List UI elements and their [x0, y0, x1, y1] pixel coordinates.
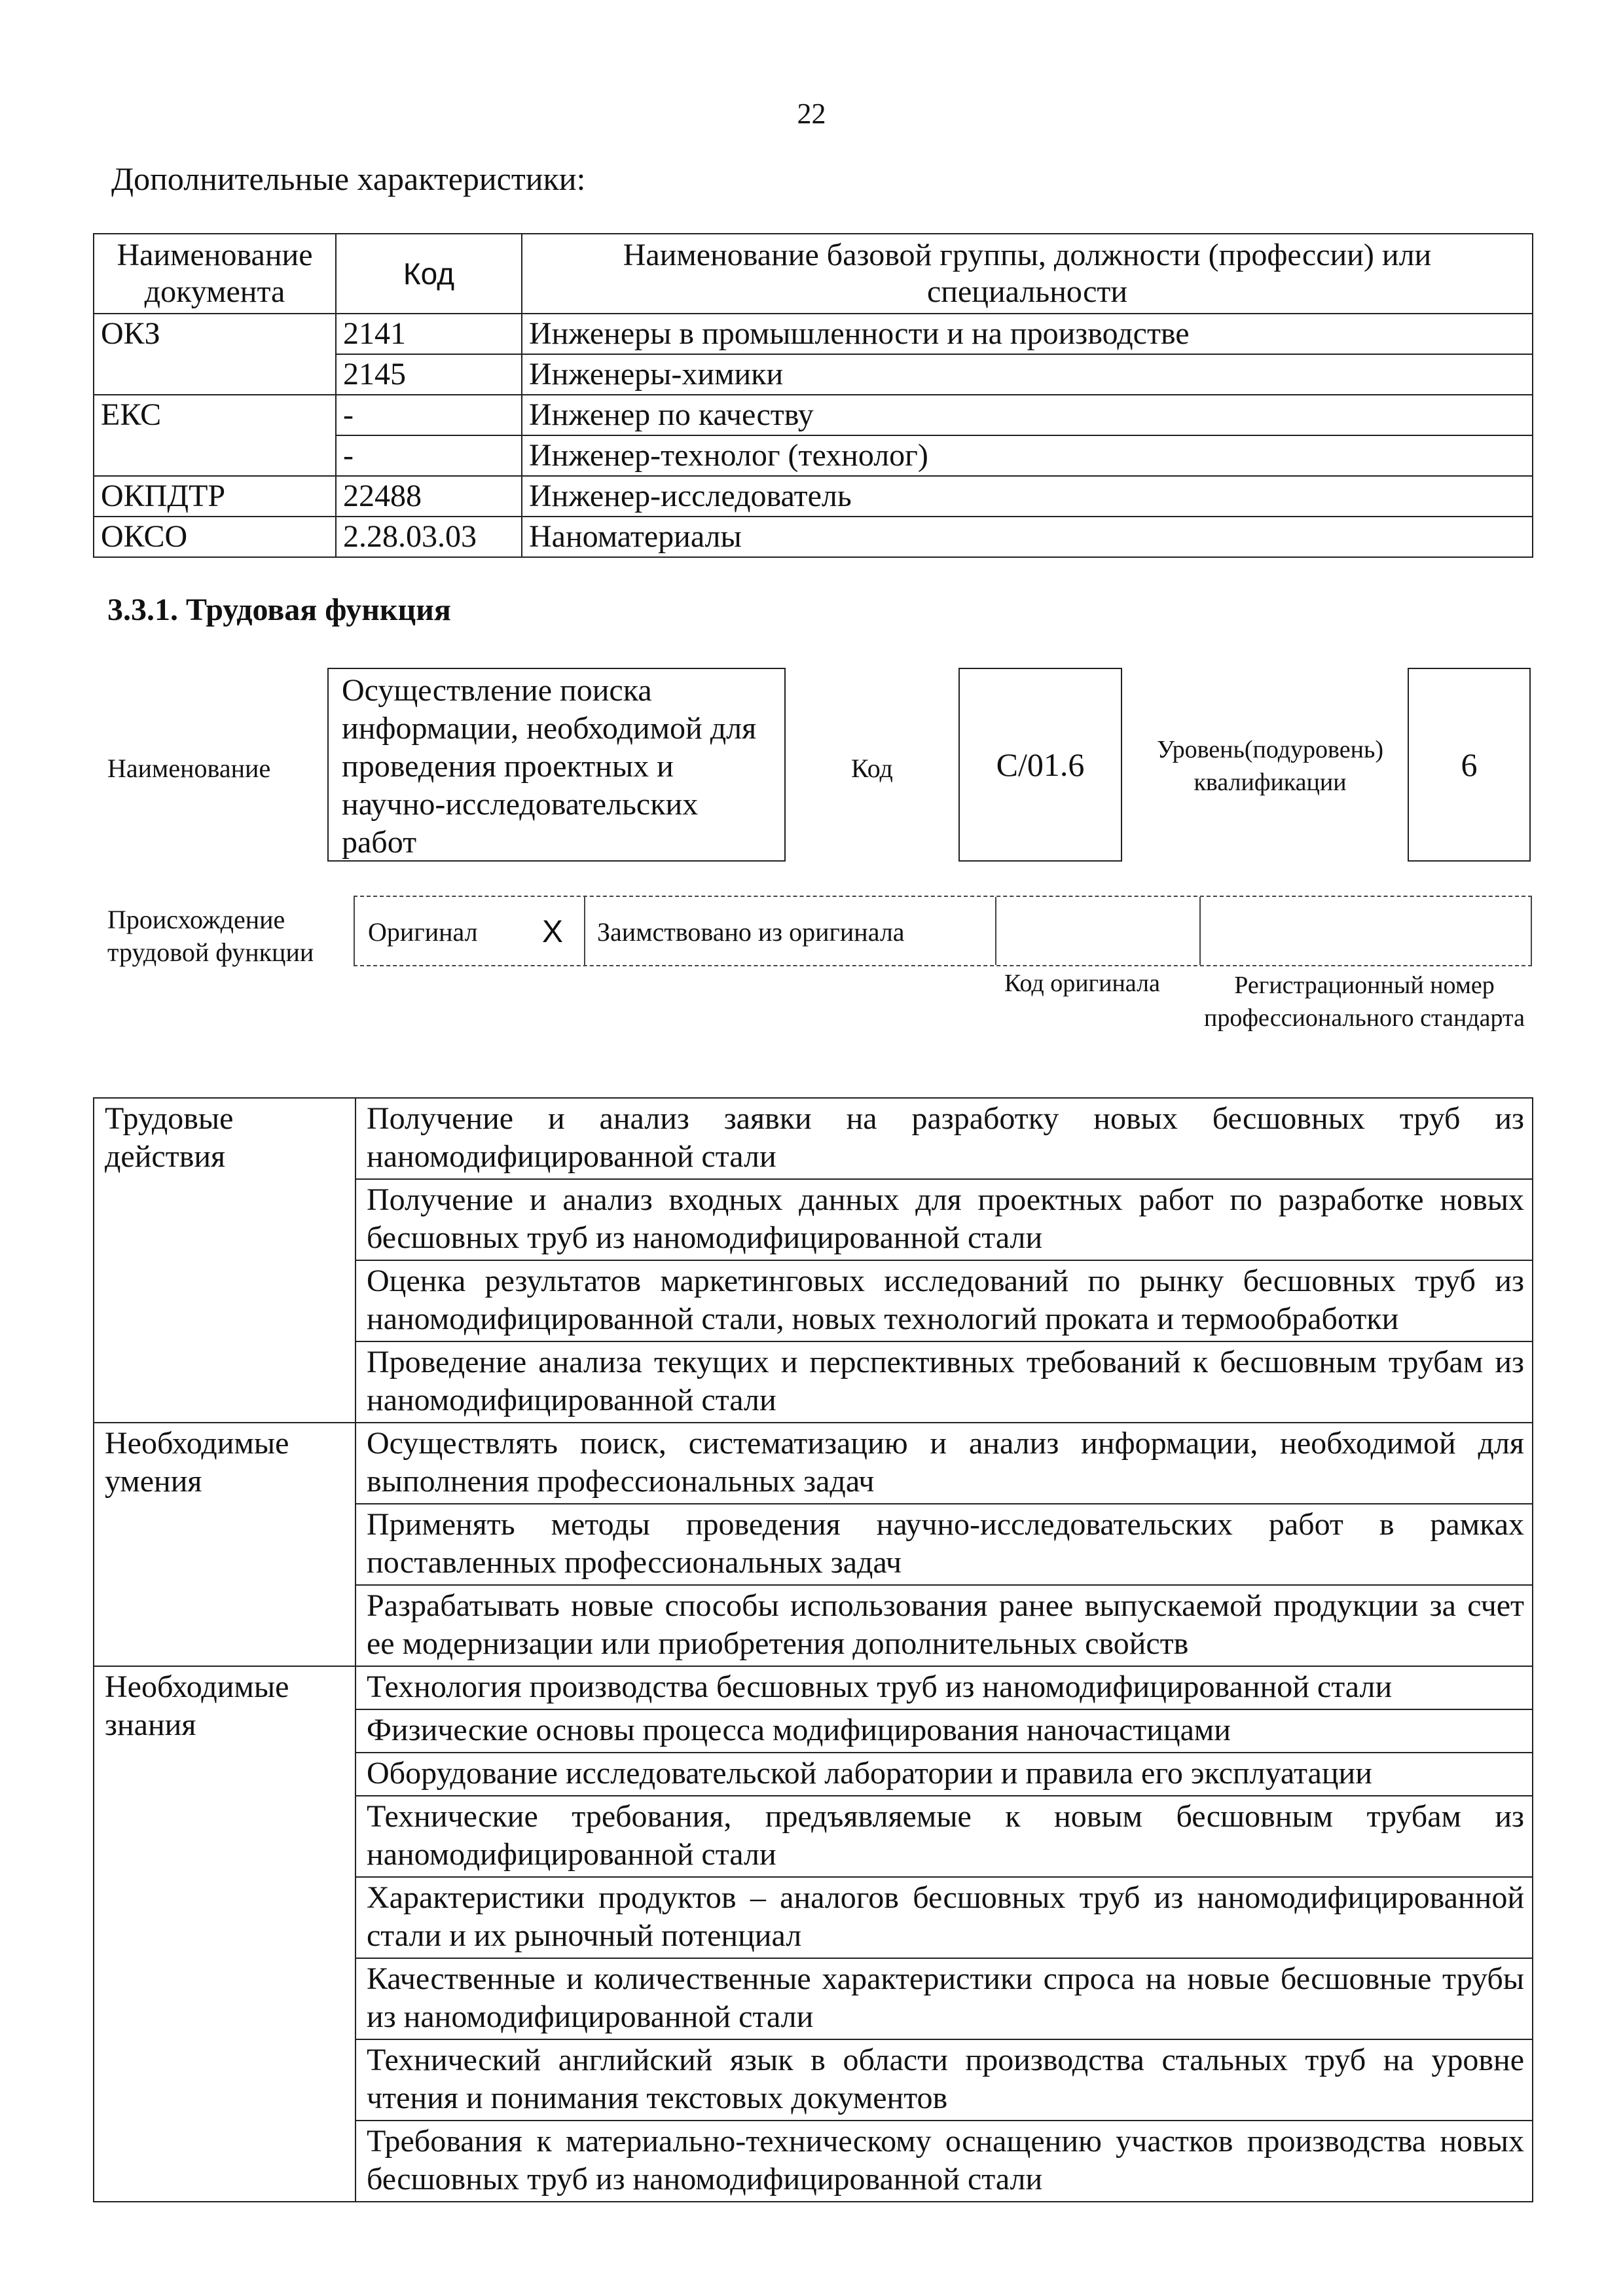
- detail-item: Характеристики продуктов – аналогов бесшовных труб из наномодифицированной стали и их рыночный потенциал: [356, 1877, 1533, 1958]
- table-row: [94, 517, 1533, 557]
- additional-characteristics-table: [93, 233, 1533, 558]
- category-cell: Необходимые умения: [94, 1423, 356, 1666]
- origin-borrowed: Заимствовано из оригинала: [597, 917, 905, 947]
- function-code-box: C/01.6: [958, 668, 1122, 862]
- detail-item: Получение и анализ заявки на разработку новых бесшовных труб из наномодифицированной стали: [356, 1098, 1533, 1179]
- reg-number-caption: Регистрационный номер профессионального стандарта: [1204, 972, 1525, 1032]
- detail-item: Получение и анализ входных данных для проектных работ по разработке новых бесшовных труб из наномодифицированной стали: [356, 1179, 1533, 1260]
- detail-item: Применять методы проведения научно-исследовательских работ в рамках поставленных профессиональных задач: [356, 1504, 1533, 1585]
- category-cell: Трудовые действия: [94, 1098, 356, 1423]
- name-cell: Инженер-технолог (технолог): [522, 435, 1533, 476]
- detail-item: Технический английский язык в области производства стальных труб на уровне чтения и понимания текстовых документов: [356, 2039, 1533, 2121]
- qualification-level-box: 6: [1408, 668, 1531, 862]
- divider: [354, 897, 355, 965]
- code-cell: 2141: [336, 314, 522, 354]
- detail-item: Оборудование исследовательской лаборатории и правила его эксплуатации: [356, 1753, 1533, 1796]
- detail-item: Осуществлять поиск, систематизацию и анализ информации, необходимой для выполнения профессиональных задач: [356, 1423, 1533, 1504]
- doc-cell: ОКПДТР: [94, 476, 336, 517]
- table-row: [94, 1098, 1533, 1179]
- detail-item: Требования к материально-техническому оснащению участков производства новых бесшовных труб из наномодифицированной стали: [356, 2121, 1533, 2202]
- origin-label: Происхождение трудовой функции: [107, 905, 314, 967]
- header-code: Код: [336, 234, 522, 314]
- divider: [1531, 897, 1532, 965]
- divider: [995, 897, 996, 965]
- original-code-caption: Код оригинала: [1004, 970, 1160, 997]
- name-cell: Инженеры в промышленности и на производстве: [522, 314, 1533, 354]
- detail-item: Оценка результатов маркетинговых исследований по рынку бесшовных труб из наномодифицированной стали, новых технологий проката и термообработки: [356, 1260, 1533, 1341]
- name-cell: Инженер по качеству: [522, 395, 1533, 435]
- header-document: Наименование документа: [94, 234, 336, 314]
- detail-item: Технические требования, предъявляемые к новым бесшовным трубам из наномодифицированной стали: [356, 1796, 1533, 1877]
- divider: [1199, 897, 1201, 965]
- code-cell: 22488: [336, 476, 522, 517]
- origin-original: Оригинал: [368, 917, 478, 947]
- code-cell: 2145: [336, 354, 522, 395]
- detail-item: Качественные и количественные характеристики спроса на новые бесшовные трубы из наномодифицированной стали: [356, 1958, 1533, 2039]
- table-row: [94, 314, 1533, 354]
- doc-cell: ОКЗ: [94, 314, 336, 395]
- detail-item: Технология производства бесшовных труб из наномодифицированной стали: [356, 1666, 1533, 1709]
- section-title: 3.3.1. Трудовая функция: [107, 592, 451, 627]
- page-number: 22: [797, 98, 826, 130]
- name-cell: Наноматериалы: [522, 517, 1533, 557]
- table-row: [94, 476, 1533, 517]
- doc-cell: ОКСО: [94, 517, 336, 557]
- code-cell: 2.28.03.03: [336, 517, 522, 557]
- origin-mark: X: [542, 915, 564, 949]
- detail-item: Физические основы процесса модифицирования наночастицами: [356, 1709, 1533, 1753]
- detail-item: Разрабатывать новые способы использования ранее выпускаемой продукции за счет ее модернизации или приобретения дополнительных свойств: [356, 1585, 1533, 1666]
- code-cell: -: [336, 395, 522, 435]
- origin-row: [354, 896, 1532, 966]
- function-name-label: Наименование: [107, 754, 271, 783]
- function-name-box: Осуществление поиска информации, необходимой для проведения проектных и научно-исследовательских работ: [327, 668, 786, 862]
- header-group-name: Наименование базовой группы, должности (профессии) или специальности: [522, 234, 1533, 314]
- divider: [584, 897, 585, 965]
- name-cell: Инженер-исследователь: [522, 476, 1533, 517]
- table-row: [94, 1423, 1533, 1504]
- category-cell: Необходимые знания: [94, 1666, 356, 2202]
- name-cell: Инженеры-химики: [522, 354, 1533, 395]
- qualification-level-label: Уровень(подуровень) квалификации: [1157, 736, 1383, 796]
- table-header-row: [94, 234, 1533, 314]
- function-code-label: Код: [851, 754, 893, 783]
- code-cell: -: [336, 435, 522, 476]
- additional-characteristics-title: Дополнительные характеристики:: [111, 160, 586, 197]
- table-row: [94, 395, 1533, 435]
- function-details-table: [93, 1097, 1533, 2202]
- doc-cell: ЕКС: [94, 395, 336, 476]
- detail-item: Проведение анализа текущих и перспективных требований к бесшовным трубам из наномодифицированной стали: [356, 1341, 1533, 1423]
- table-row: [94, 1666, 1533, 1709]
